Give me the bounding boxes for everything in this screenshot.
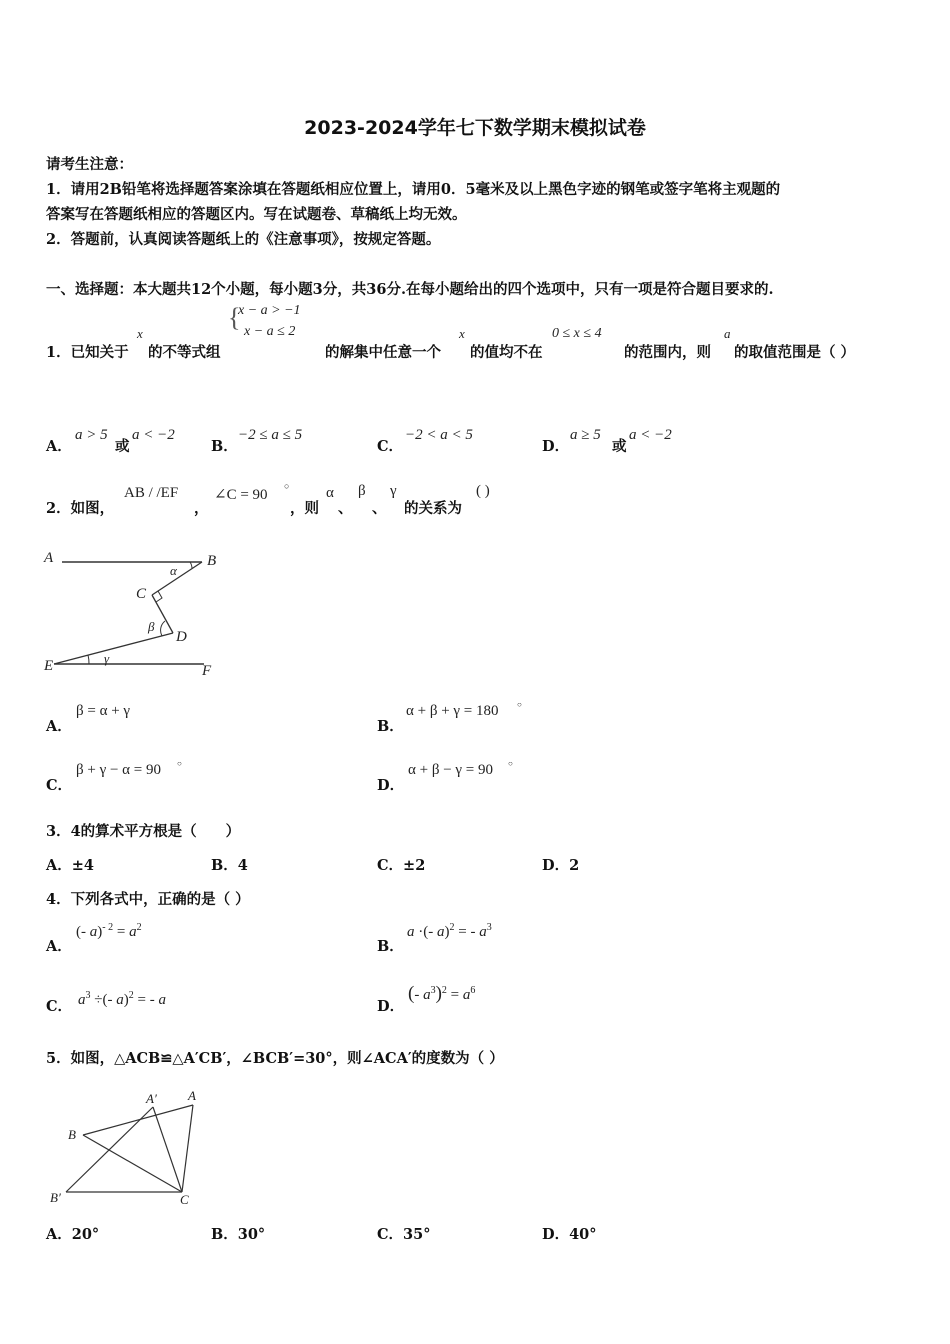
q2-sep-1: 、 [338,500,353,517]
q4-option-c-label[interactable]: C． [46,998,73,1015]
degree-icon: ○ [508,759,513,768]
segment-bc [83,1135,182,1192]
q1-option-b-label[interactable]: B． [211,438,238,455]
q1-text-1: 1．已知关于 [46,344,129,361]
q1-text-2: 的不等式组 [148,344,221,361]
q1-text-3: 的解集中任意一个 [325,344,441,361]
q4-option-d-value: (- $a^3)^2 = a^6$ [408,983,476,1004]
label-b: B [68,1127,76,1142]
q2-text-3: 的关系为 [404,500,462,517]
q2-option-a-label[interactable]: A． [46,718,72,735]
q1-option-c-value: −2 < a < 5 [405,427,473,443]
q2-option-b-value: α + β + γ = 180 [406,703,499,719]
q2-comma: ， [194,500,209,517]
q4-option-d-label[interactable]: D． [377,998,405,1015]
label-d: D [176,629,187,645]
segment-cd [152,595,173,633]
q1-var-x: x [137,326,143,341]
q2-option-d-label[interactable]: D． [377,777,405,794]
q1-option-a-label[interactable]: A． [46,438,72,455]
label-alpha: α [170,563,177,578]
q2-condition-2: ∠C = 90 [214,487,268,503]
q1-system-1: x − a > −1 [238,303,301,318]
segment-ac [182,1105,193,1192]
q1-text-4: 的值均不在 [470,344,543,361]
q1-var-a: a [724,326,731,341]
page-title: 2023-2024学年七下数学期末模拟试卷 [304,117,646,139]
label-b-prime: B′ [50,1190,61,1205]
q2-text-1: 2．如图， [46,500,115,517]
q5-figure [40,1085,220,1215]
label-a-prime: A′ [146,1091,157,1106]
q3-option-b[interactable]: B．4 [211,857,248,874]
q4-option-a-label[interactable]: A． [46,938,72,955]
q1-option-d-or: 或 [612,438,627,455]
q1-option-d-label[interactable]: D． [542,438,570,455]
q5-option-a[interactable]: A．20° [46,1226,100,1243]
label-a: A [188,1088,196,1103]
q2-sep-2: 、 [372,500,387,517]
q2-option-c-label[interactable]: C． [46,777,73,794]
label-c: C [136,586,147,602]
label-f: F [202,663,212,679]
q2-condition-1: AB / /EF [124,485,179,501]
q1-option-d-value-2: a < −2 [629,427,672,443]
q2-figure [40,545,230,685]
q1-range: 0 ≤ x ≤ 4 [552,326,602,341]
q4-text: 4．下列各式中，正确的是（ ） [46,891,250,908]
q3-option-a[interactable]: A．±4 [46,857,94,874]
q3-option-c[interactable]: C．±2 [377,857,426,874]
q5-option-b[interactable]: B．30° [211,1226,266,1243]
section-heading: 一、选择题：本大题共12个小题，每小题3分，共36分.在每小题给出的四个选项中，只有一项是符合题目要求的. [46,281,774,298]
segment-a-prime-c [153,1107,182,1192]
notice-line-1b: 答案写在答题纸相应的答题区内。写在试题卷、草稿纸上均无效。 [46,206,467,223]
arc-alpha [190,562,192,569]
segment-de [54,633,173,664]
q1-option-a-value-1: a > 5 [75,427,108,443]
q2-answer-paren: ( ) [476,483,490,499]
q2-option-d-value: α + β − γ = 90 [408,762,493,778]
q1-system-2: x − a ≤ 2 [244,324,296,339]
q4-option-c-value: $a^3$ ÷(- a)$^2$ = - a [78,990,166,1008]
label-gamma: γ [104,651,110,666]
q5-option-c[interactable]: C．35° [377,1226,431,1243]
q5-text: 5．如图，△ACB≌△A′CB′，∠BCB′=30°，则∠ACA′的度数为（ ） [46,1050,504,1067]
q1-option-a-value-2: a < −2 [132,427,175,443]
label-e: E [44,658,54,674]
segment-ba [83,1105,193,1135]
q2-text-2: ，则 [290,500,319,517]
notice-line-2: 2．答题前，认真阅读答题纸上的《注意事项》，按规定答题。 [46,231,441,248]
q4-option-b-label[interactable]: B． [377,938,404,955]
segment-bc [152,562,202,595]
q4-option-a-value: (- $a)^{- 2} = a^2$ [76,922,142,940]
q1-option-c-label[interactable]: C． [377,438,404,455]
degree-icon: ○ [284,481,290,491]
q4-option-b-value: a ·(- a)$^2$ = - $a^3$ [407,922,492,940]
right-angle-mark [156,591,162,602]
q1-option-b-value: −2 ≤ a ≤ 5 [238,427,303,443]
q2-option-a-value: β = α + γ [76,703,131,719]
q1-var-x-2: x [459,326,465,341]
q1-text-5: 的范围内，则 [624,344,711,361]
q1-brace: { [228,303,241,332]
label-a: A [44,550,54,566]
q1-text-6: 的取值范围是（ ） [734,344,856,361]
q2-option-c-value: β + γ − α = 90 [76,762,161,778]
q3-option-d[interactable]: D．2 [542,857,580,874]
q1-option-a-or: 或 [115,438,130,455]
q2-beta: β [358,483,366,499]
notice-line-1: 1．请用2B铅笔将选择题答案涂填在答题纸相应位置上，请用0．5毫米及以上黑色字迹的钢笔或签字笔将主观题的 [46,181,781,198]
segment-b-prime-a-prime [66,1107,153,1192]
q3-text: 3．4的算术平方根是（ ） [46,823,241,840]
q5-option-d[interactable]: D．40° [542,1226,597,1243]
arc-beta [161,621,165,636]
notice-heading: 请考生注意： [46,156,133,173]
q2-alpha: α [326,485,334,501]
label-beta: β [148,619,155,634]
q1-option-d-value-1: a ≥ 5 [570,427,601,443]
arc-gamma [88,655,89,664]
label-c: C [180,1192,189,1207]
degree-icon: ○ [177,759,182,768]
q2-option-b-label[interactable]: B． [377,718,404,735]
degree-icon: ○ [517,700,522,709]
q2-gamma: γ [390,483,397,499]
label-b: B [207,553,217,569]
